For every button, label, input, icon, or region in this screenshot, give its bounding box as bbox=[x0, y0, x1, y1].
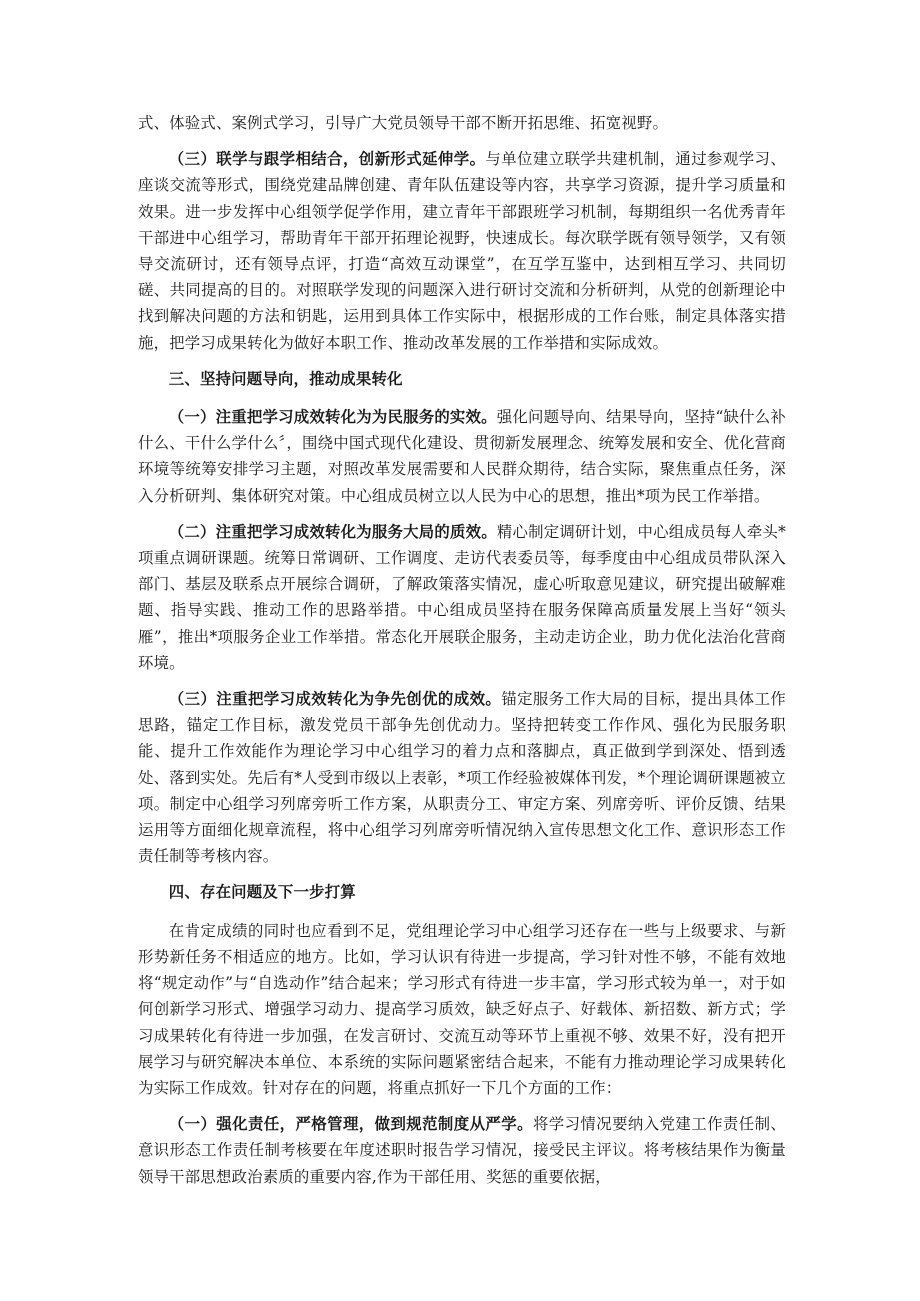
paragraph-lead: （一）注重把学习成效转化为为民服务的实效。 bbox=[168, 408, 497, 427]
paragraph-responsibility bbox=[138, 1111, 786, 1190]
paragraph-text: 精心制定调研计划，中心组成员每人牵头*项重点调研课题。统筹日常调研、工作调度、走访代表委员等，每季度由中心组成员带队深入部门、基层及联系点开展综合调研，了解政策落实情况，虚心听取意见建议，研究提出破解难题、指导实践、推动工作的思路举措。中心组成员坚持在服务保障高质量发展上当好“领头雁”，推出*项服务企业工作举措。常态化开展联企服务，主动走访企业，助力优化法治化营商环境。 bbox=[138, 522, 787, 672]
paragraph-lead: （一）强化责任，严格管理，做到规范制度从严学。 bbox=[168, 1115, 533, 1134]
paragraph-joint-learning bbox=[138, 146, 786, 356]
paragraph-problems bbox=[138, 918, 786, 1101]
paragraph-lead: （二）注重把学习成效转化为服务大局的质效。 bbox=[168, 522, 497, 541]
paragraph-excellence bbox=[138, 686, 786, 869]
document-page bbox=[138, 110, 786, 1200]
paragraph-continuation bbox=[138, 110, 786, 136]
paragraph-lead: （三）联学与跟学相结合，创新形式延伸学。 bbox=[168, 150, 486, 169]
paragraph-text: 将学习情况要纳入党建工作责任制、意识形态工作责任制考核要在年度述职时报告学习情况，接受民主评议。将考核结果作为衡量领导干部思想政治素质的重要内容,作为干部任用、奖惩的重要依据， bbox=[138, 1115, 787, 1186]
paragraph-overall-service bbox=[138, 519, 786, 676]
paragraph-text: 与单位建立联学共建机制，通过参观学习、座谈交流等形式，围绕党建品牌创建、青年队伍建设等内容，共享学习资源，提升学习质量和效果。进一步发挥中心组领学促学作用，建立青年干部跟班学习机制，每期组织一名优秀青年干部进中心组学习，帮助青年干部开拓理论视野，快速成长。每次联学既有领导领学，又有领导交流研讨，还有领导点评，打造“高效互动课堂”，在互学互鉴中，达到相互学习、共同切磋、共同提高的目的。对照联学发现的问题深入进行研讨交流和分析研判，从党的创新理论中找到解决问题的方法和钥匙，运用到具体工作实际中，根据形成的工作台账，制定具体落实措施，把学习成果转化为做好本职工作、推动改革发展的工作举措和实际成效。 bbox=[138, 150, 786, 352]
paragraph-lead: （三）注重把学习成效转化为争先创优的成效。 bbox=[168, 690, 502, 709]
paragraph-text: 锚定服务工作大局的目标，提出具体工作思路，锚定工作目标，激发党员干部争先创优动力。坚持把转变工作作风、强化为民服务职能、提升工作效能作为理论学习中心组学习的着力点和落脚点，真正做到学到深处、悟到透处、落到实处。先后有*人受到市级以上表彰，*项工作经验被媒体刊发，*个理论调研课题被立项。制定中心组学习列席旁听工作方案，从职责分工、审定方案、列席旁听、评价反馈、结果运用等方面细化规章流程，将中心组学习列席旁听情况纳入宣传思想文化工作、意识形态工作责任制等考核内容。 bbox=[138, 690, 786, 866]
paragraph-text: 在肯定成绩的同时也应看到不足，党组理论学习中心组学习还存在一些与上级要求、与新形势新任务不相适应的地方。比如，学习认识有待进一步提高，学习针对性不够，不能有效地将“规定动作”与“自选动作”结合起来；学习形式有待进一步丰富，学习形式较为单一，对于如何创新学习形式、增强学习动力、提高学习质效，缺乏好点子、好载体、新招数、新方式；学习成果转化有待进一步加强，在发言研讨、交流互动等环节上重视不够、效果不好，没有把开展学习与研究解决本单位、本系统的实际问题紧密结合起来，不能有力推动理论学习成果转化为实际工作成效。针对存在的问题，将重点抓好一下几个方面的工作： bbox=[138, 921, 786, 1097]
paragraph-service-results bbox=[138, 404, 786, 509]
section-heading-3: 三、坚持问题导向，推动成果转化 bbox=[168, 369, 403, 388]
paragraph-text: 式、体验式、案例式学习，引导广大党员领导干部不断开拓思维、拓宽视野。 bbox=[138, 114, 669, 132]
section-heading-4: 四、存在问题及下一步打算 bbox=[168, 883, 356, 902]
paragraph-text: 强化问题导向、结果导向，坚持“缺什么补什么、干什么学什么〞，围绕中国式现代化建设、贯彻新发展理念、统筹发展和安全、优化营商环境等统筹安排学习主题，对照改革发展需要和人民群众期待，结合实际，聚焦重点任务，深入分析研判、集体研究对策。中心组成员树立以人民为中心的思想，推出*项为民工作举措。 bbox=[138, 408, 787, 505]
